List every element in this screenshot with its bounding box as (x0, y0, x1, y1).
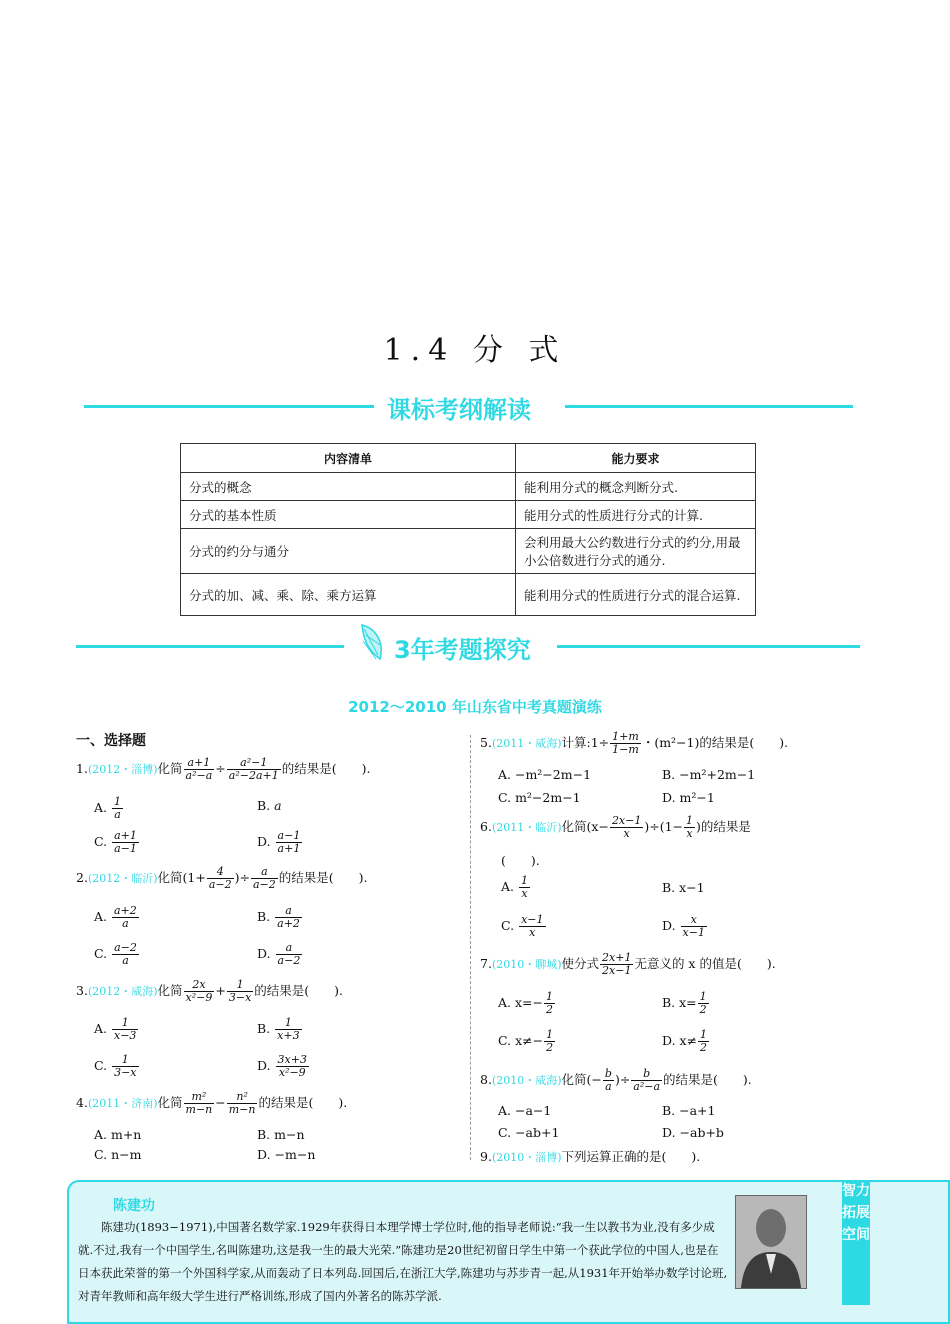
section-title: 一、选择题 (76, 733, 146, 749)
page-title: 1.4 分 式 (383, 333, 567, 368)
option-a: A. −m²−2m−1 (498, 767, 592, 782)
question-7: 7.(2010・聊城)使分式 $\frac{2x+1}{2x-1}$ 无意义的 x 的值是( ). (480, 951, 776, 977)
question-8: 8.(2010・威海)化简(− $\frac{b}{a}$ )÷ $\frac{b}{\text{a²−a}}$ 的结果是( ). (480, 1067, 752, 1093)
question-4: 4.(2011・济南)化简 $\frac{\text{m²}}{m-n}$ − $\frac{\text{n²}}{m-n}$ 的结果是( ). (76, 1090, 348, 1116)
table-row (181, 501, 756, 529)
table-cell: 会利用最大公约数进行分式的约分,用最小公倍数进行分式的通分. (516, 529, 756, 574)
question-1: 1.(2012・淄博)化简 $\frac{a+1}{\text{a²−a}}$ ÷ $\frac{\text{a²−1}}{\text{a²−2a+1}}$ 的结果是( ). (76, 756, 371, 782)
biography-text: 陈建功(1893−1971),中国著名数学家.1929年获得日本理学博士学位时,他的指导老师说:“我一生以教书为业,没有多少成就.不过,我有一个中国学生,名叫陈建功,这是我一生的最大光荣.”陈建功是20世纪初留日学生中第一个获此学位的中国人,也是在日本获此荣誉的第一个外国科学家,从而轰动了日本列岛.回国后,在浙江大学,陈建功与苏步青一起,从1931年开始举办数学讨论班,对青年教师和高年级大学生进行严格训练,形成了国内外著名的陈苏学派. (78, 1220, 728, 1303)
option-b: B. $\frac{a}{a+2}$ (257, 904, 300, 930)
table-cell: 分式的基本性质 (181, 501, 516, 529)
question-6: 6.(2011・临沂)化简(x− $\frac{2x-1}{x}$ )÷(1− $\frac{1}{x}$ )的结果是 (480, 814, 751, 840)
table-row (181, 529, 756, 574)
question-3: 3.(2012・威海)化简 $\frac{2x}{\text{x²−9}}$ + $\frac{1}{3-x}$ 的结果是( ). (76, 978, 344, 1004)
option-c: C. x≠− $\frac{1}{2}$ (498, 1028, 554, 1054)
portrait-photo (735, 1195, 807, 1289)
question-6-answer-blank: ( ). (501, 853, 540, 868)
option-b: B. $\frac{1}{x+3}$ (257, 1016, 300, 1042)
option-d: D. $\frac{a-1}{a+1}$ (257, 829, 301, 855)
option-a: A. m+n (94, 1127, 142, 1142)
table-header: 内容清单 (181, 444, 516, 473)
question-9: 9.(2010・淄博)下列运算正确的是( ). (480, 1149, 701, 1164)
banner-syllabus: 课标考纲解读 (387, 396, 531, 424)
option-a: A. $\frac{1}{a}$ (94, 795, 121, 821)
option-a: A. $\frac{1}{x-3}$ (94, 1016, 137, 1042)
option-b: B. −a+1 (662, 1103, 716, 1118)
table-cell: 分式的约分与通分 (181, 529, 516, 574)
option-d: D. −ab+b (662, 1125, 724, 1140)
portrait-icon (736, 1196, 806, 1288)
option-b: B. m−n (257, 1127, 305, 1142)
option-c: C. −ab+1 (498, 1125, 560, 1140)
table-cell: 能利用分式的概念判断分式. (516, 473, 756, 501)
option-b: B. x= $\frac{1}{2}$ (662, 990, 707, 1016)
option-d: D. $\frac{a}{a-2}$ (257, 941, 301, 967)
option-d: D. x≠ $\frac{1}{2}$ (662, 1028, 708, 1054)
requirements-table (180, 443, 756, 616)
shell-icon (358, 623, 384, 663)
option-c: C. $\frac{x-1}{x}$ (501, 913, 544, 939)
column-divider (470, 735, 471, 1160)
table-row (181, 473, 756, 501)
table-row (181, 574, 756, 616)
option-c: C. n−m (94, 1147, 142, 1162)
option-a: A. $\frac{1}{x}$ (501, 874, 528, 900)
option-b: B. x−1 (662, 880, 705, 895)
table-cell: 分式的概念 (181, 473, 516, 501)
option-d: D. −m−n (257, 1147, 316, 1162)
table-cell: 能利用分式的性质进行分式的混合运算. (516, 574, 756, 616)
table-cell: 能用分式的性质进行分式的计算. (516, 501, 756, 529)
option-d: D. m²−1 (662, 790, 715, 805)
banner-line-left (84, 405, 374, 408)
option-d: D. $\frac{x}{x-1}$ (662, 913, 705, 939)
exam-subheading: 2012～2010 年山东省中考真题演练 (348, 698, 602, 716)
option-a: A. $\frac{a+2}{a}$ (94, 904, 137, 930)
question-5: 5.(2011・威海)计算:1÷ $\frac{1+m}{1-m}$ ・(m²−1)的结果是( ). (480, 730, 789, 756)
banner-line-right (557, 645, 860, 648)
option-b: B. a (257, 798, 282, 813)
option-d: D. $\frac{3x+3}{\text{x²−9}}$ (257, 1053, 307, 1079)
option-c: C. $\frac{1}{3-x}$ (94, 1053, 137, 1079)
table-header: 能力要求 (516, 444, 756, 473)
option-b: B. −m²+2m−1 (662, 767, 756, 782)
question-2: 2.(2012・临沂)化简(1+ $\frac{4}{a-2}$ )÷ $\frac{a}{a-2}$ 的结果是( ). (76, 865, 368, 891)
ribbon-label: 智力拓展空间 (842, 1180, 870, 1305)
option-c: C. m²−2m−1 (498, 790, 581, 805)
option-c: C. $\frac{a+1}{a-1}$ (94, 829, 137, 855)
option-a: A. x=− $\frac{1}{2}$ (498, 990, 553, 1016)
banner-line-right (565, 405, 853, 408)
option-c: C. $\frac{a-2}{a}$ (94, 941, 137, 967)
banner-line-left (76, 645, 344, 648)
banner-exam: 3年考题探究 (394, 636, 531, 664)
option-a: A. −a−1 (498, 1103, 552, 1118)
table-cell: 分式的加、减、乘、除、乘方运算 (181, 574, 516, 616)
biography-title: 陈建功 (113, 1198, 155, 1214)
